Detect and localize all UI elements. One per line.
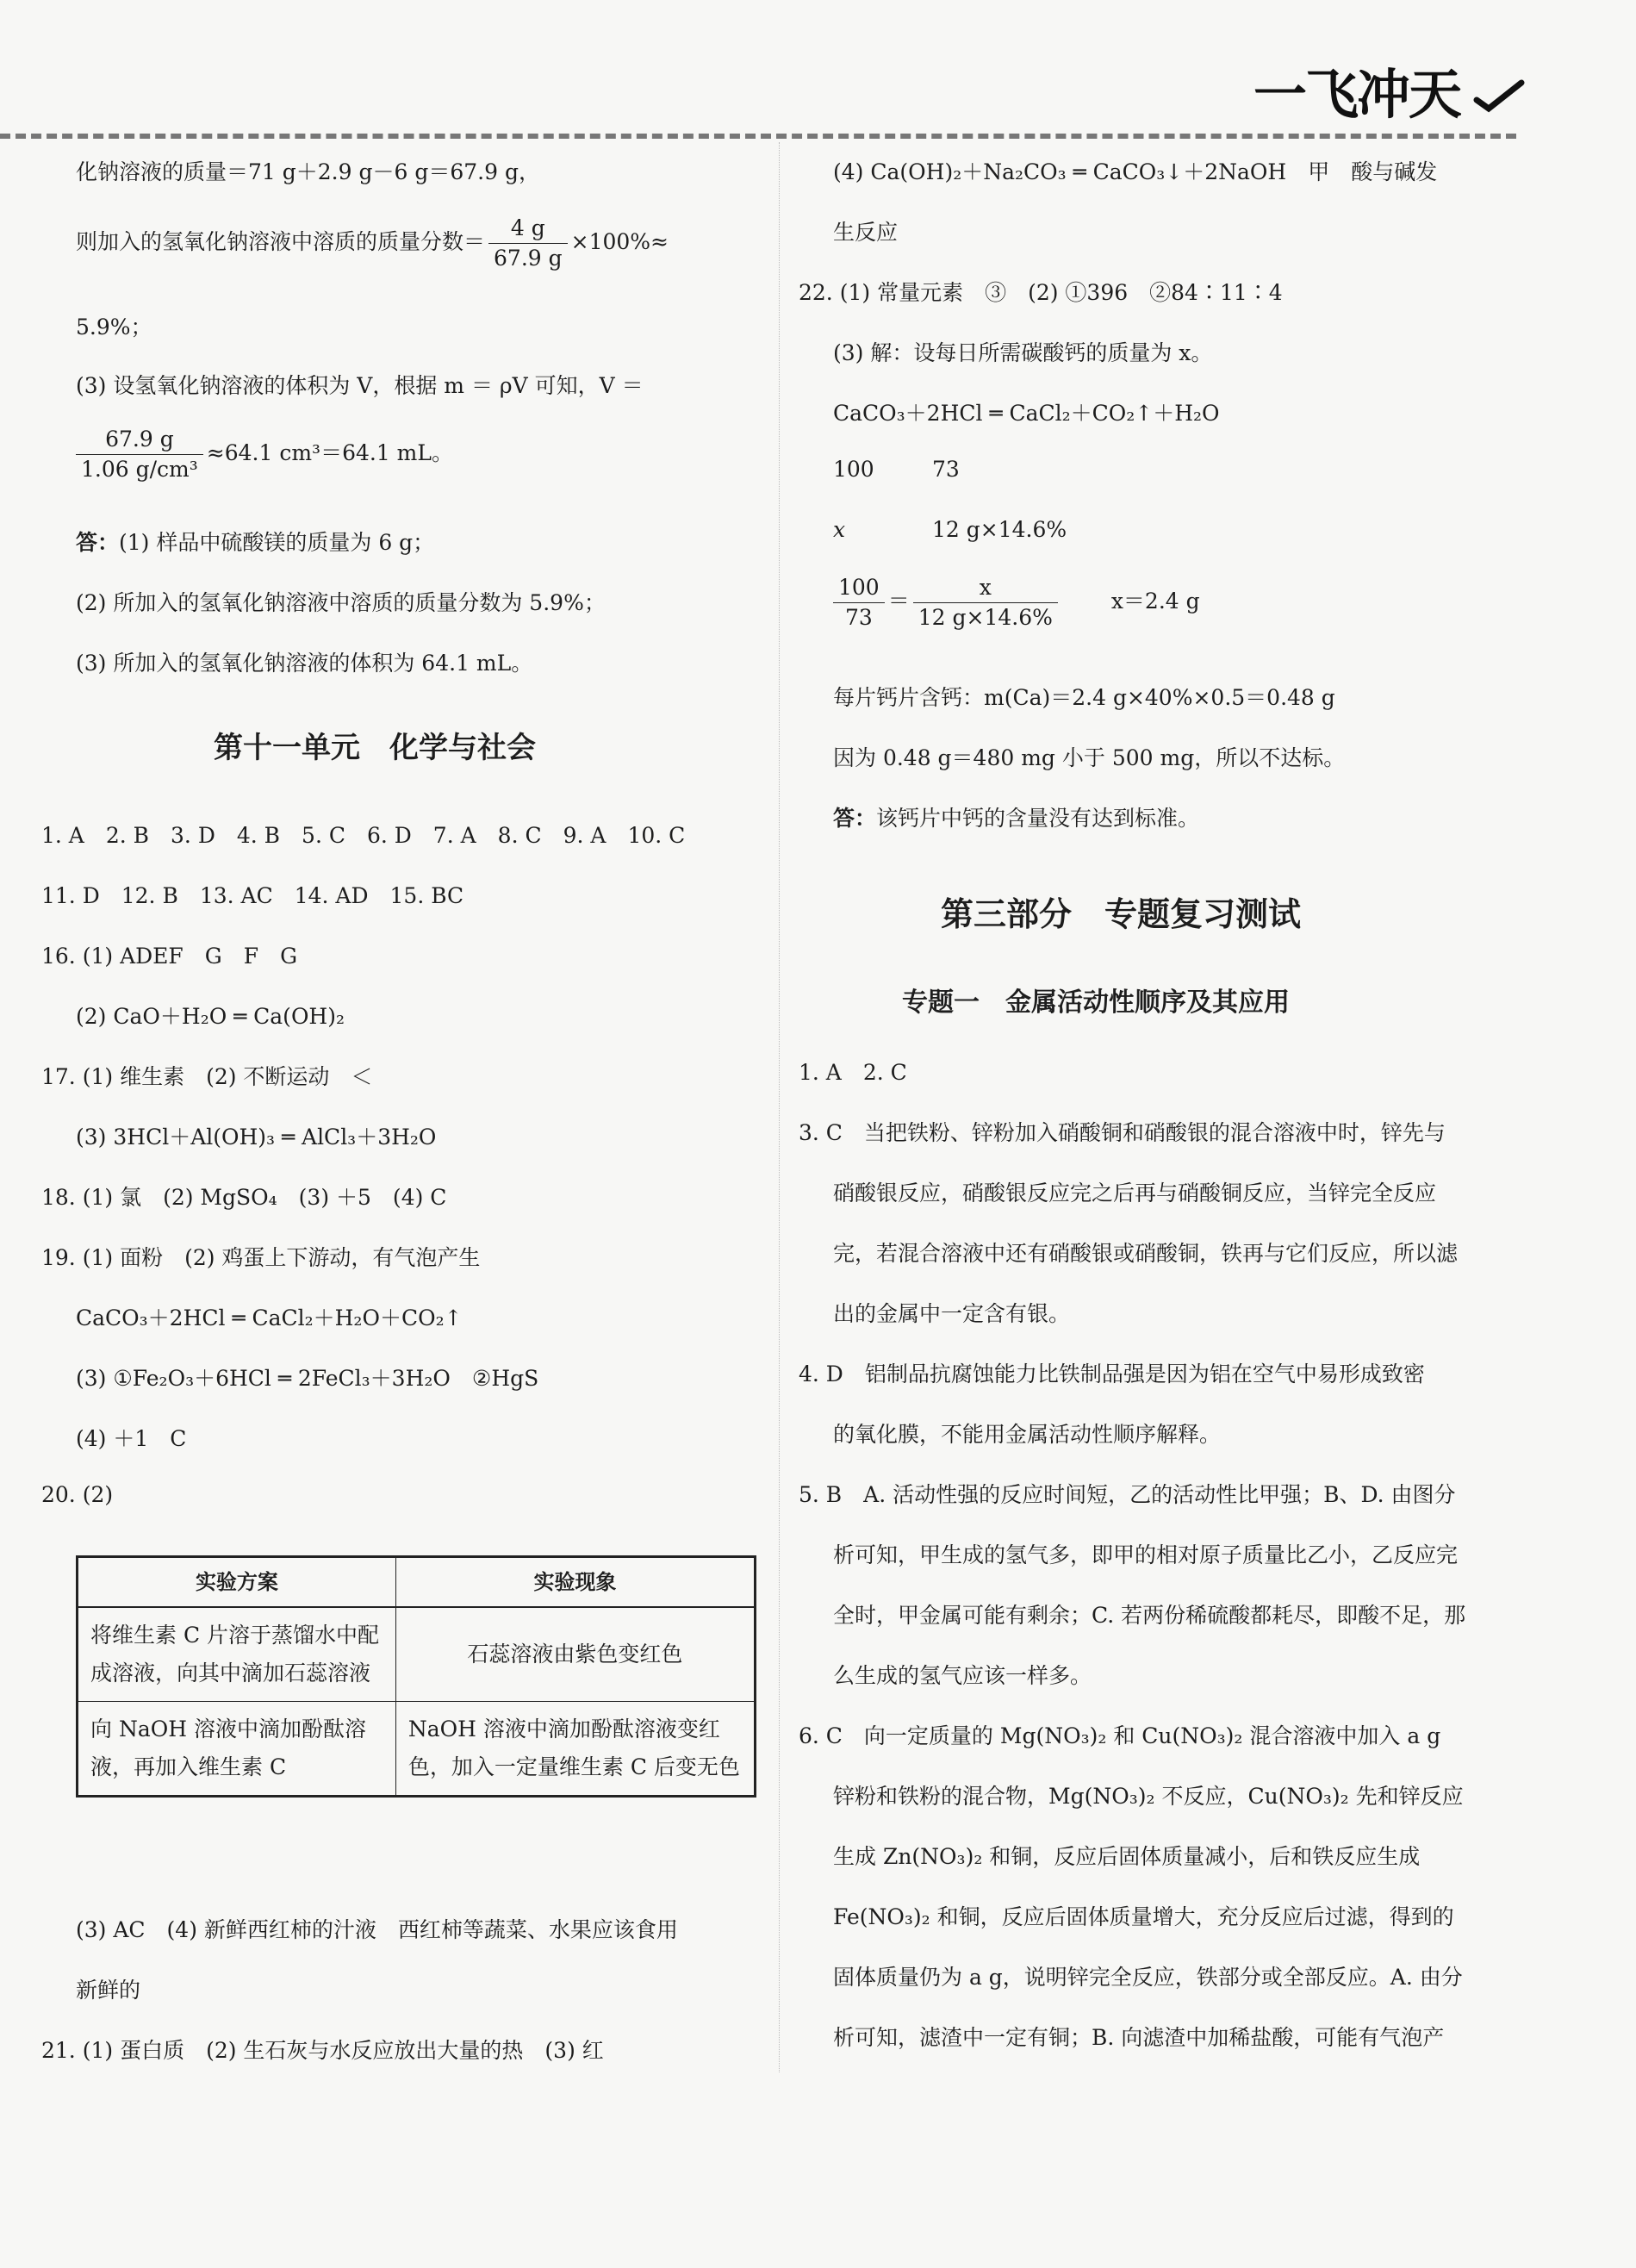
text: ×100%≈: [570, 229, 669, 254]
answer-line: 因为 0.48 g＝480 mg 小于 500 mg，所以不达标。: [833, 745, 1346, 770]
answer-line: 1. A 2. C: [799, 1060, 907, 1085]
mass-value: x: [833, 517, 846, 542]
table-row: [78, 1702, 756, 1797]
text: ≈64.1 cm³＝64.1 mL。: [206, 440, 453, 465]
fraction: [488, 214, 568, 273]
table-row: [78, 1607, 756, 1702]
answer-line: 完，若混合溶液中还有硝酸银或硝酸铜，铁再与它们反应，所以滤: [833, 1241, 1459, 1266]
answer-line: 11. D 12. B 13. AC 14. AD 15. BC: [41, 883, 464, 908]
answer-line: 1. A 2. B 3. D 4. B 5. C 6. D 7. A 8. C 9. A 10. C: [41, 823, 686, 848]
answer-line: 5. B A. 活动性强的反应时间短，乙的活动性比甲强；B、D. 由图分: [799, 1482, 1456, 1507]
answer-line: (3) 3HCl＋Al(OH)₃ ═ AlCl₃＋3H₂O: [76, 1125, 437, 1150]
numerator: 4 g: [488, 214, 568, 244]
answer-line: 19. (1) 面粉 (2) 鸡蛋上下游动，有气泡产生: [41, 1245, 481, 1270]
answer-line: 6. C 向一定质量的 Mg(NO₃)₂ 和 Cu(NO₃)₂ 混合溶液中加入 a g: [799, 1723, 1441, 1748]
experiment-table: [76, 1555, 756, 1798]
text-line: (3) 设氢氧化钠溶液的体积为 V，根据 m ＝ ρV 可知，V ＝: [76, 373, 644, 398]
answer-label: 答：: [833, 806, 877, 831]
table-cell: NaOH 溶液中滴加酚酞溶液变红色，加入一定量维生素 C 后变无色: [395, 1702, 755, 1797]
part-title: 第三部分 专题复习测试: [941, 895, 1302, 933]
table-cell: 向 NaOH 溶液中滴加酚酞溶液，再加入维生素 C: [78, 1702, 396, 1797]
equation: CaCO₃＋2HCl ═ CaCl₂＋CO₂↑＋H₂O: [833, 401, 1220, 426]
text-line: (3) 所加入的氢氧化钠溶液的体积为 64.1 mL。: [76, 651, 533, 676]
answer-line: 每片钙片含钙：m(Ca)＝2.4 g×40%×0.5＝0.48 g: [833, 685, 1335, 710]
answer-label: 答：: [76, 530, 120, 555]
answer-line: 生反应: [833, 220, 899, 245]
answer-line: 18. (1) 氯 (2) MgSO₄ (3) ＋5 (4) C: [41, 1185, 447, 1210]
answer-line: (3) 解：设每日所需碳酸钙的质量为 x。: [833, 340, 1213, 365]
answer-line: [833, 801, 1199, 832]
answer-line: Fe(NO₃)₂ 和铜，反应后固体质量增大，充分反应后过滤，得到的: [833, 1904, 1454, 1929]
numerator: 67.9 g: [76, 425, 203, 455]
answer-line: 出的金属中一定含有银。: [833, 1301, 1071, 1326]
check-mark-icon: [1473, 79, 1525, 114]
table-header: 实验方案: [78, 1557, 396, 1608]
answer-line: 新鲜的: [76, 1978, 141, 2003]
unit-title: 第十一单元 化学与社会: [214, 731, 536, 765]
proportion: $\frac{100}{73}$ ＝ $\frac{x}{12 g\times 14.6\%}$ x＝2.4 g: [833, 573, 1200, 632]
answer-line: 全时，甲金属可能有剩余；C. 若两份稀硫酸都耗尽，即酸不足，那: [833, 1603, 1466, 1628]
table-cell: 将维生素 C 片溶于蒸馏水中配成溶液，向其中滴加石蕊溶液: [78, 1607, 396, 1702]
result: x＝2.4 g: [1110, 589, 1200, 614]
table-header: 实验现象: [395, 1557, 755, 1608]
answer-line: (3) AC (4) 新鲜西红柿的汁液 西红柿等蔬菜、水果应该食用: [76, 1917, 678, 1942]
answer-line: 17. (1) 维生素 (2) 不断运动 ＜: [41, 1064, 373, 1089]
answer-line: 16. (1) ADEF G F G: [41, 944, 298, 969]
numerator: 100: [833, 573, 885, 603]
text-line: [76, 214, 669, 273]
answer-line: (2) CaO＋H₂O ═ Ca(OH)₂: [76, 1004, 345, 1029]
denominator: 1.06 g/cm³: [81, 457, 198, 482]
denominator: 73: [844, 605, 873, 630]
numerator: x: [913, 573, 1058, 603]
answer-line: 锌粉和铁粉的混合物，Mg(NO₃)₂ 不反应，Cu(NO₃)₂ 先和锌反应: [833, 1784, 1464, 1809]
answer-line: 固体质量仍为 a g，说明锌完全反应，铁部分或全部反应。A. 由分: [833, 1965, 1463, 1990]
text: 该钙片中钙的含量没有达到标准。: [876, 806, 1200, 831]
answer-line: (4) Ca(OH)₂＋Na₂CO₃ ═ CaCO₃↓＋2NaOH 甲 酸与碱发: [833, 159, 1438, 184]
mass-value: 73: [932, 457, 960, 482]
answer-line: 的氧化膜，不能用金属活动性顺序解释。: [833, 1422, 1222, 1447]
text: 则加入的氢氧化钠溶液中溶质的质量分数＝: [76, 229, 486, 254]
denominator: 12 g×14.6%: [918, 605, 1053, 630]
answer-line: 3. C 当把铁粉、锌粉加入硝酸铜和硝酸银的混合溶液中时，锌先与: [799, 1120, 1446, 1145]
answer-line: 20. (2): [41, 1482, 114, 1507]
answer-line: (3) ①Fe₂O₃＋6HCl ═ 2FeCl₃＋3H₂O ②HgS: [76, 1366, 539, 1391]
topic-title: 专题一 金属活动性顺序及其应用: [902, 988, 1290, 1018]
text-line: 化钠溶液的质量＝71 g＋2.9 g－6 g＝67.9 g，: [76, 159, 540, 184]
answer-line: 么生成的氢气应该一样多。: [833, 1663, 1092, 1688]
column-divider: [779, 142, 780, 2072]
table-cell: 石蕊溶液由紫色变红色: [395, 1607, 755, 1702]
text-line: 5.9%；: [76, 315, 152, 340]
answer-line: 析可知，甲生成的氢气多，即甲的相对原子质量比乙小，乙反应完: [833, 1542, 1459, 1567]
answer-line: 生成 Zn(NO₃)₂ 和铜，反应后固体质量减小，后和铁反应生成: [833, 1844, 1421, 1869]
answer-line: 22. (1) 常量元素 ③ (2) ①396 ②84∶11∶4: [799, 280, 1283, 305]
denominator: 67.9 g: [494, 246, 563, 271]
header-dashed-rule: [0, 134, 1516, 139]
text: (1) 样品中硫酸镁的质量为 6 g；: [119, 530, 435, 555]
text-line: [76, 425, 453, 484]
table-header-row: [78, 1557, 756, 1608]
fraction: [76, 425, 203, 484]
fraction: [913, 573, 1058, 632]
text-line: [76, 526, 434, 557]
mass-value: 100: [833, 457, 874, 482]
answer-line: 硝酸银反应，硝酸银反应完之后再与硝酸铜反应，当锌完全反应: [833, 1181, 1437, 1206]
mass-value: 12 g×14.6%: [932, 517, 1067, 542]
answer-line: 析可知，滤渣中一定有铜；B. 向滤渣中加稀盐酸，可能有气泡产: [833, 2025, 1445, 2050]
answer-line: 4. D 铝制品抗腐蚀能力比铁制品强是因为铝在空气中易形成致密: [799, 1361, 1425, 1386]
answer-line: 21. (1) 蛋白质 (2) 生石灰与水反应放出大量的热 (3) 红: [41, 2038, 604, 2063]
brand-logo: 一飞冲天: [1253, 63, 1461, 126]
fraction: [833, 573, 885, 632]
text-line: (2) 所加入的氢氧化钠溶液中溶质的质量分数为 5.9%；: [76, 590, 606, 615]
answer-line: CaCO₃＋2HCl ═ CaCl₂＋H₂O＋CO₂↑: [76, 1305, 463, 1330]
answer-line: (4) ＋1 C: [76, 1426, 187, 1451]
